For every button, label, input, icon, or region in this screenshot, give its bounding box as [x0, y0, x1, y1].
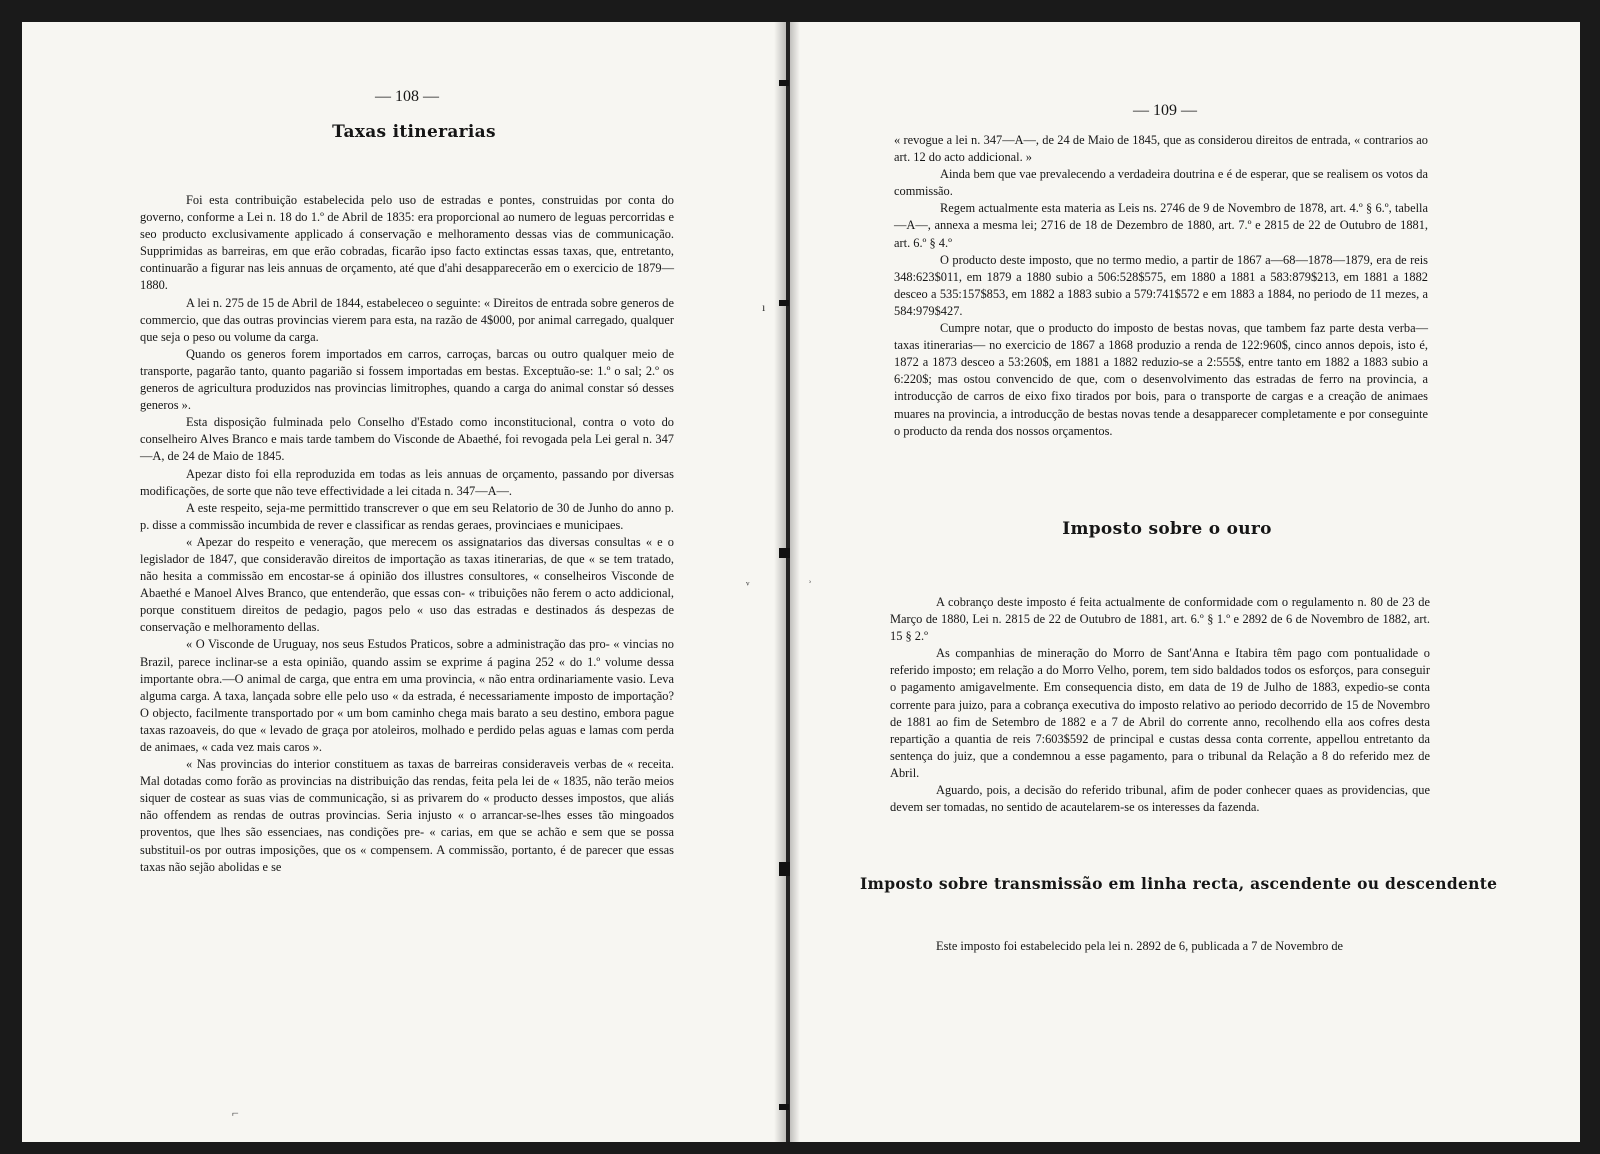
paragraph: Quando os generos forem importados em carros, carroças, barcas ou outro qualquer meio de transporte, pagarão tanto, quanto pagarião si fossem importadas em bestas. Exceptuão-se: 1.º o sal; 2.º os generos de agricultura produzidos nas provincias limitrophes, quando a carga do animal constar só desses generos ».	[140, 346, 674, 413]
paragraph: O producto deste imposto, que no termo medio, a partir de 1867 a—68—1878—1879, era de reis 348:623$011, em 1879 a 1880 subio a 506:528$575, em 1880 a 1881 a 583:879$213, em 1881 a 1882 desceo a 535:157$853, em 1882 a 1883 subio a 579:741$572 e em 1883 a 1884, no periodo de 11 mezes, a 584:979$427.	[894, 252, 1428, 318]
paragraph: As companhias de mineração do Morro de Sant'Anna e Itabira têm pago com pontualidade o referido imposto; em relação a do Morro Velho, porem, tem sido baldados todos os esforços, para conseguir o pagamento amigavelmente. Em consequencia disto, em data de 19 de Julho de 1883, expedio-se conta corrente para juizo, para a cobrança executiva do imposto relativo ao periodo decorrido de 15 de Novembro de 1881 ao fim de Setembro de 1882 e a 7 de Abril do corrente anno, recolhendo ella aos cofres desta repartição a quantia de reis 7:603$592 de principal e custas dessa conta corrente, appellou entretanto da sentença do juiz, que a condemnou a esse pagamento, para o tribunal da Relação a 8 do referido mez de Abril.	[890, 646, 1430, 780]
paragraph: Este imposto foi estabelecido pela lei n. 2892 de 6, publicada a 7 de Novembro de	[936, 939, 1344, 953]
right-page-body-transmissao	[890, 938, 1430, 955]
margin-mark: ʾ	[808, 578, 812, 592]
left-page	[22, 22, 788, 1142]
section-title-taxas-itinerarias: Taxas itinerarias	[332, 122, 496, 142]
paragraph: Apezar disto foi ella reproduzida em todas as leis annuas de orçamento, passando por diversas modificações, de sorte que não teve effectividade a lei citada n. 347—A—.	[140, 466, 674, 498]
paragraph: Ainda bem que vae prevalecendo a verdadeira doutrina e é de esperar, que se realisem os votos da commissão.	[894, 167, 1428, 199]
section-title-imposto-transmissao: Imposto sobre transmissão em linha recta, ascendente ou descendente	[860, 874, 1498, 893]
paragraph: A este respeito, seja-me permittido transcrever o que em seu Relatorio de 30 de Junho do anno p. p. disse a commissão incumbida de rever e classificar as rendas geraes, provinciaes e municipaes.	[140, 500, 674, 532]
spine-tab	[779, 80, 789, 86]
paragraph: Cumpre notar, que o producto do imposto de bestas novas, que tambem faz parte desta verba—taxas itinerarias— no exercicio de 1867 a 1868 produzio a renda de 122:960$, cinco annos depois, isto é, 1872 a 1873 desceo a 53:260$, em 1881 a 1882 reduzio-se a 2:555$, entre tanto em 1882 a 1883 subio a 6:220$; mas ostou convencido de que, com o desenvolvimento das estradas de ferro na provincia, a introducção de carros de eixo fixo tirados por bois, para o transporte de cargas e a creação de animaes muares na provincia, a introducção de bestas novas tende a desapparecer completamente e por conseguinte o producto da renda dos nossos orçamentos.	[894, 321, 1428, 438]
paragraph: « Nas provincias do interior constituem as taxas de barreiras consideraveis verbas de « receita. Mal dotadas como forão as provincias na distribuição das rendas, feita pela lei de « 1835, não terão meios siquer de costear as suas vias de communicação, si as privarem do « producto desses impostos, que aliás não offendem as rendas de outras provincias. Seria injusto « o arrancar-se-lhes esses tão mingoados proventos, que lhes são essenciaes, nas condições pre- « carias, em que se achão e sem que se possa substituil-os por outras imposições, que os « compensem. A commissão, portanto, é de parecer que essas taxas não sejão abolidas e se	[140, 757, 674, 874]
paragraph: A lei n. 275 de 15 de Abril de 1844, estabeleceo o seguinte: « Direitos de entrada sobre generos de commercio, que das outras provincias vierem para esta, na razão de 4$000, por animal carregado, qualquer que seja o peso ou volume da carga.	[140, 295, 674, 344]
paragraph: Aguardo, pois, a decisão do referido tribunal, afim de poder conhecer quaes as providencias, que devem ser tomadas, no sentido de acautelarem-se os interesses da fazenda.	[890, 783, 1430, 815]
page-number-left: — 108 —	[375, 88, 439, 105]
paragraph: Esta disposição fulminada pelo Conselho d'Estado como inconstitucional, contra o voto do conselheiro Alves Branco e mais tarde tambem do Visconde de Abaethé, foi revogada pela Lei geral n. 347—A, de 24 de Maio de 1845.	[140, 415, 674, 464]
paragraph: « Apezar do respeito e veneração, que merecem os assignatarios das diversas consultas « e o legislador de 1847, que consideravão direitos de importação as taxas itinerarias, de que « se tem tratado, não hesita a commissão em encostar-se á opinião dos illustres consultores, « conselheiros Visconde de Abaethé e Manoel Alves Branco, que entenderão, que essas con- « tribuições não ferem o acto addicional, porque constituem direitos de pedagio, pagos pelo « uso das estradas e destinados ás despezas de conservação e melhoramento dellas.	[140, 534, 674, 635]
margin-mark: ᵛ	[746, 578, 750, 592]
spine-tab	[779, 1104, 789, 1110]
page-number-right: — 109 —	[1133, 102, 1197, 119]
margin-mark: ⌐	[232, 1106, 239, 1120]
paragraph: Foi esta contribuição estabelecida pelo uso de estradas e pontes, construidas por conta do governo, conforme a Lei n. 18 do 1.º de Abril de 1835: era proporcional ao numero de leguas percorridas e seo producto exclusivamente applicado á conservação e melhoramento dessas vias de communicação. Supprimidas as barreiras, em que erão cobradas, ficarão ipso facto extinctas essas taxas, que, entretanto, continuarão a figurar nas leis annuas de orçamento, até que d'ahi desapparecerão em o exercicio de 1879—1880.	[140, 193, 674, 293]
section-title-imposto-ouro: Imposto sobre o ouro	[1062, 519, 1272, 539]
right-page	[746, 22, 1580, 1142]
paragraph: « revogue a lei n. 347—A—, de 24 de Maio de 1845, que as considerou direitos de entrada, « contrarios ao art. 12 do acto addicional. »	[894, 133, 1428, 165]
margin-mark: ı	[762, 300, 766, 314]
paragraph: A cobranço deste imposto é feita actualmente de conformidade com o regulamento n. 80 de 23 de Março de 1880, Lei n. 2815 de 22 de Outubro de 1881, art. 6.º § 1.º e 2892 de 6 de Novembro de 1882, art. 15 § 2.º	[890, 595, 1430, 644]
left-page-body	[140, 192, 674, 876]
paragraph: Regem actualmente esta materia as Leis ns. 2746 de 9 de Novembro de 1878, art. 4.º § 6.º, tabella—A—, annexa a mesma lei; 2716 de 18 de Dezembro de 1880, art. 7.º e 2815 de 22 de Outubro de 1881, art. 6.º § 4.º	[894, 201, 1428, 250]
right-page-body-ouro	[890, 594, 1430, 816]
right-page-body-top	[894, 132, 1428, 440]
paragraph: « O Visconde de Uruguay, nos seus Estudos Praticos, sobre a administração das pro- « vincias no Brazil, parece inclinar-se a esta opinião, quando assim se exprime á pagina 252 « do 1.º volume dessa importante obra.—O animal de carga, que entra em uma provincia, « não entra ordinariamente vasio. Leva alguma carga. A taxa, lançada sobre elle pelo uso « da estrada, é necessariamente imposto de importação? O objecto, facilmente transportado por « um bom caminho chega mais barato a seu destino, embora pague taxas razoaveis, do que « levado de graça por atoleiros, molhado e perdido pelas aguas e lamas com perda de animaes, « cada vez mais caros ».	[140, 637, 674, 754]
spine-tab	[779, 300, 789, 306]
